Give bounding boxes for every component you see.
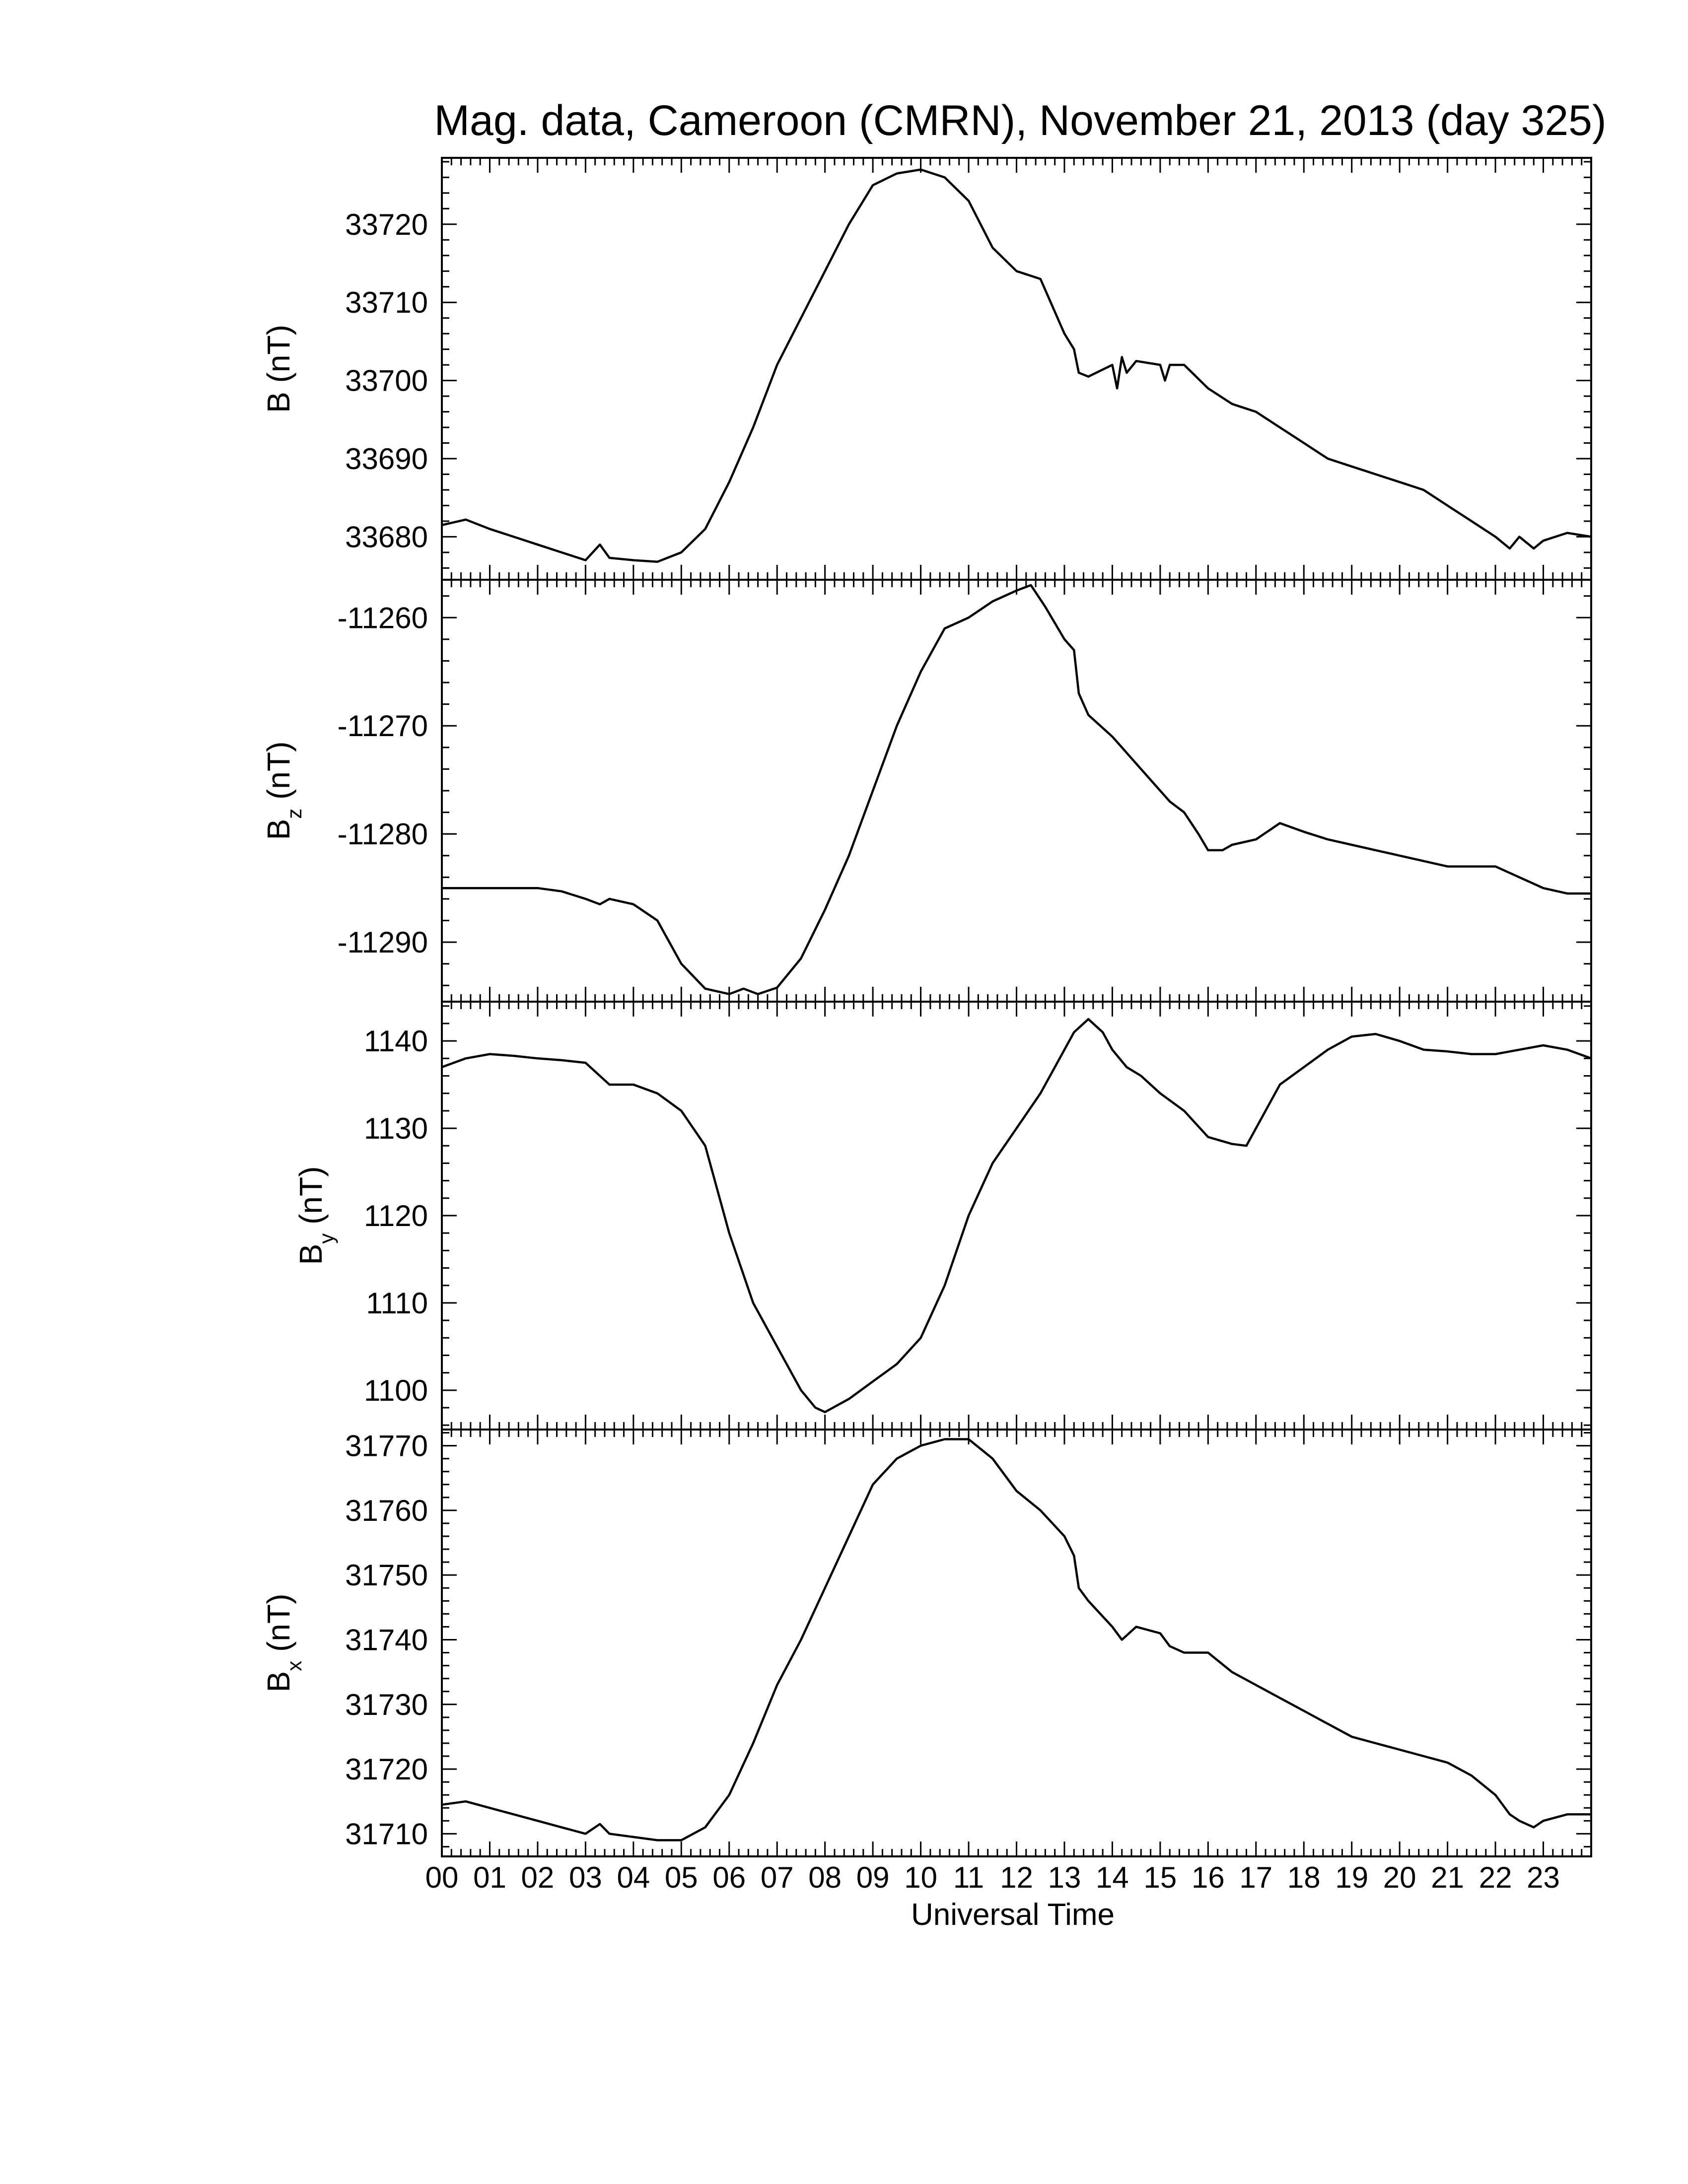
y-axis-label-unit: (nT) [293, 1166, 329, 1233]
x-tick-label: 10 [904, 1861, 937, 1894]
x-tick-label: 23 [1527, 1861, 1560, 1894]
y-axis-label-subscript: x [282, 1660, 306, 1671]
y-tick-label: -11260 [337, 601, 428, 635]
chart-title: Mag. data, Cameroon (CMRN), November 21, 2013 (day 325) [434, 97, 1607, 144]
y-tick-label: -11280 [337, 818, 428, 851]
y-axis-label-main: B [261, 392, 296, 413]
panel-frame [442, 1430, 1591, 1856]
x-tick-label: 11 [953, 1861, 985, 1894]
x-tick-label: 14 [1096, 1861, 1129, 1894]
x-tick-label: 09 [856, 1861, 890, 1894]
x-tick-label: 02 [521, 1861, 555, 1894]
y-axis-label-subscript: y [315, 1233, 338, 1244]
x-tick-label: 12 [1000, 1861, 1033, 1894]
series-line [442, 585, 1591, 994]
y-tick-label: 1120 [363, 1199, 428, 1232]
x-tick-label: 18 [1287, 1861, 1321, 1894]
y-tick-label: 31710 [345, 1817, 428, 1851]
x-tick-label: 19 [1335, 1861, 1369, 1894]
y-tick-label: 33680 [345, 520, 428, 554]
x-tick-label: 03 [569, 1861, 602, 1894]
y-tick-label: 1110 [366, 1286, 428, 1320]
y-axis-label-subscript: z [282, 808, 306, 819]
x-tick-label: 20 [1383, 1861, 1416, 1894]
y-axis-label-main: B [261, 1671, 296, 1693]
x-tick-label: 05 [664, 1861, 698, 1894]
y-axis-label-unit: (nT) [261, 325, 296, 392]
y-tick-label: 33690 [345, 442, 428, 476]
series-line [442, 1439, 1591, 1841]
y-tick-label: -11270 [337, 709, 428, 743]
x-tick-label: 00 [425, 1861, 459, 1894]
x-axis [425, 1861, 1560, 1894]
x-tick-label: 16 [1191, 1861, 1225, 1894]
panel-4 [261, 1430, 1591, 1856]
y-tick-label: 31760 [345, 1494, 428, 1527]
panel-3 [293, 1002, 1591, 1430]
x-tick-label: 17 [1239, 1861, 1273, 1894]
y-tick-label: 31770 [345, 1429, 428, 1463]
panel-frame [442, 1002, 1591, 1430]
y-tick-label: 31720 [345, 1753, 428, 1786]
x-tick-label: 22 [1478, 1861, 1512, 1894]
y-tick-label: 31740 [345, 1623, 428, 1657]
y-tick-label: 31750 [345, 1559, 428, 1592]
y-axis-label-main: B [293, 1243, 329, 1265]
y-axis-label [261, 1594, 306, 1693]
y-tick-label: 1100 [363, 1373, 428, 1407]
y-axis-label [293, 1166, 338, 1265]
x-axis-title: Universal Time [911, 1898, 1115, 1932]
panel-2 [261, 580, 1591, 1002]
y-axis-label-unit: (nT) [261, 741, 296, 809]
y-tick-label: 31730 [345, 1688, 428, 1721]
panels-group [261, 158, 1591, 1856]
panel-frame [442, 158, 1591, 580]
y-tick-label: 1130 [363, 1112, 428, 1146]
y-tick-label: 33700 [345, 364, 428, 398]
y-axis-label [261, 325, 296, 413]
x-tick-label: 07 [760, 1861, 794, 1894]
y-axis-label-main: B [261, 819, 296, 840]
x-tick-label: 08 [808, 1861, 842, 1894]
y-axis-label-unit: (nT) [261, 1593, 296, 1661]
series-line [442, 1019, 1591, 1412]
panel-frame [442, 580, 1591, 1002]
x-tick-label: 13 [1048, 1861, 1081, 1894]
x-tick-label: 01 [473, 1861, 506, 1894]
panel-1 [261, 158, 1591, 580]
y-tick-label: 1140 [363, 1024, 428, 1058]
y-tick-label: 33710 [345, 286, 428, 320]
y-axis-label [261, 742, 306, 840]
x-tick-label: 04 [617, 1861, 650, 1894]
x-tick-label: 06 [712, 1861, 746, 1894]
x-tick-label: 15 [1143, 1861, 1177, 1894]
y-tick-label: -11290 [337, 926, 428, 959]
y-tick-label: 33720 [345, 207, 428, 241]
series-line [442, 170, 1591, 562]
x-tick-label: 21 [1431, 1861, 1464, 1894]
